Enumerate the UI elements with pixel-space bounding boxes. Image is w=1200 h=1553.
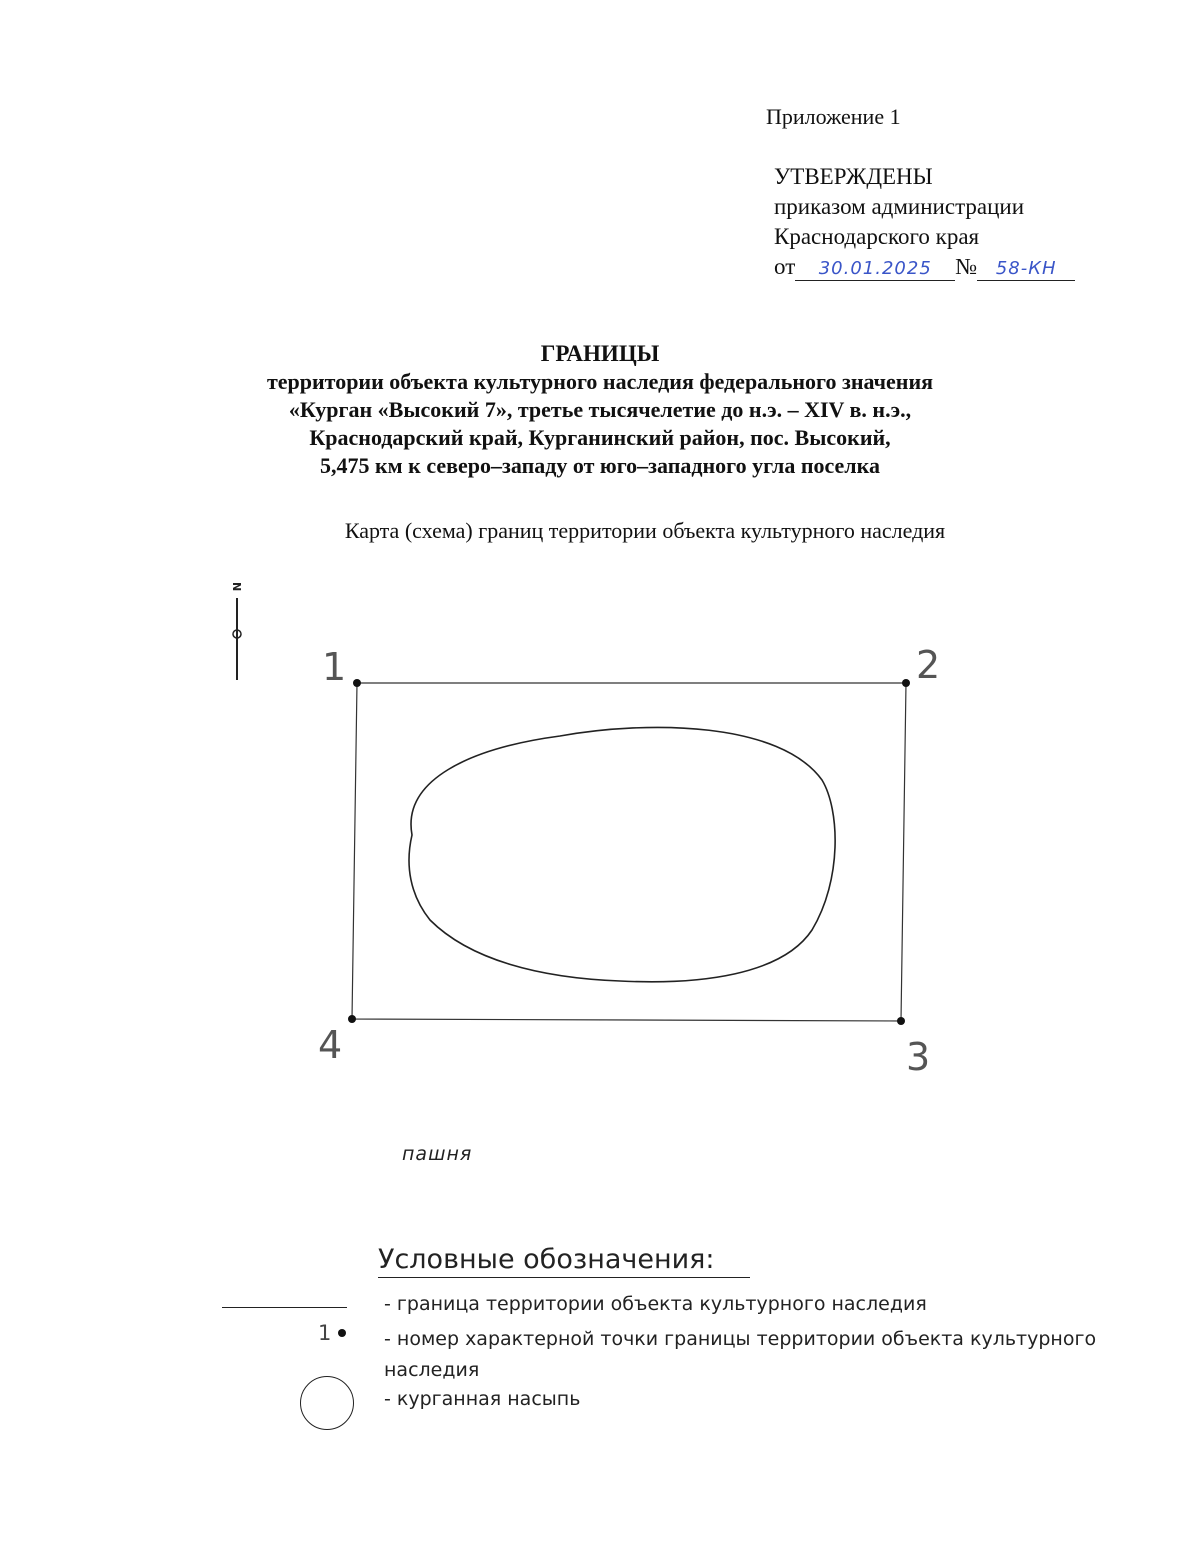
north-label: N bbox=[230, 582, 243, 592]
kurgan-mound-contour bbox=[409, 727, 835, 981]
handwritten-date: 30.01.2025 bbox=[818, 258, 932, 279]
title-line-1: территории объекта культурного наследия федерального значения bbox=[266, 369, 934, 394]
north-arrow-icon bbox=[230, 582, 243, 680]
legend-boundary-line-icon bbox=[222, 1307, 347, 1308]
point-label-2: 2 bbox=[916, 643, 941, 687]
title-main: ГРАНИЦЫ bbox=[540, 341, 660, 366]
boundary-point-1 bbox=[353, 679, 361, 687]
from-label: от bbox=[774, 254, 796, 279]
legend-title: Условные обозначения: bbox=[378, 1244, 715, 1275]
appendix-label: Приложение 1 bbox=[766, 104, 901, 129]
boundary-point-4 bbox=[348, 1015, 356, 1023]
handwritten-order-number: 58-КН bbox=[995, 258, 1057, 279]
legend-mound-text: - курганная насыпь bbox=[384, 1388, 581, 1410]
approval-date-number-line bbox=[774, 252, 1075, 282]
title-line-4: 5,475 км к северо–западу от юго–западного угла поселка bbox=[320, 453, 880, 478]
approved-line-3: Краснодарского края bbox=[774, 224, 980, 249]
approved-line-2: приказом администрации bbox=[774, 194, 1025, 219]
legend-boundary-text: - граница территории объекта культурного наследия bbox=[384, 1293, 927, 1315]
legend-point-dot-icon bbox=[338, 1329, 346, 1337]
order-number-field bbox=[977, 256, 1075, 281]
legend-title-underline bbox=[378, 1277, 750, 1278]
legend-point-number: 1 bbox=[318, 1321, 332, 1345]
boundary-point-3 bbox=[897, 1017, 905, 1025]
number-label: № bbox=[955, 254, 978, 279]
title-line-3: Краснодарский край, Курганинский район, пос. Высокий, bbox=[309, 425, 891, 450]
legend-point-text: - номер характерной точки границы территории объекта культурного наследия bbox=[384, 1328, 1097, 1381]
date-field bbox=[795, 256, 955, 281]
approval-block bbox=[774, 162, 1075, 282]
point-label-1: 1 bbox=[322, 645, 347, 689]
document-title bbox=[150, 340, 1050, 480]
legend-mound-circle-icon bbox=[300, 1376, 354, 1430]
point-label-3: 3 bbox=[906, 1035, 931, 1079]
point-label-4: 4 bbox=[318, 1023, 343, 1067]
title-line-2: «Курган «Высокий 7», третье тысячелетие до н.э. – XIV в. н.э., bbox=[288, 397, 912, 422]
boundary-point-2 bbox=[902, 679, 910, 687]
territory-boundary bbox=[352, 683, 906, 1021]
field-label: пашня bbox=[402, 1143, 473, 1165]
approved-title: УТВЕРЖДЕНЫ bbox=[774, 164, 933, 189]
map-subtitle: Карта (схема) границ территории объекта культурного наследия bbox=[344, 518, 946, 543]
